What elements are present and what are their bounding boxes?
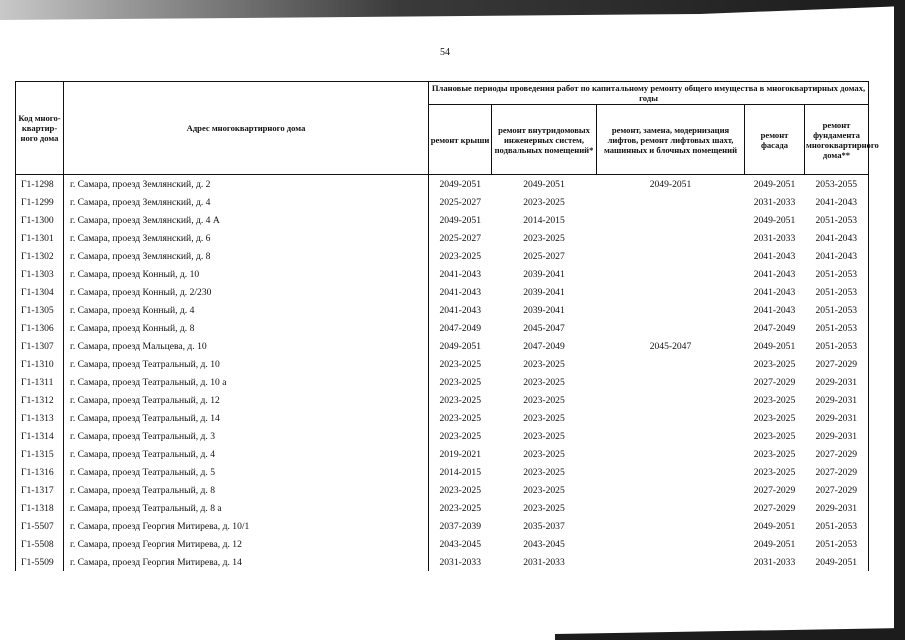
cell-code: Г1-5509 [16,553,64,571]
header-plan-periods: Плановые периоды проведения работ по капитальному ремонту общего имущества в многоквартирных домах, годы [429,82,869,105]
cell-address: г. Самара, проезд Землянский, д. 4 [64,193,429,211]
cell-engineering: 2023-2025 [523,196,565,208]
cell-foundation: 2029-2031 [805,409,869,427]
cell-engineering: 2039-2041 [523,268,565,280]
cell-code: Г1-1306 [16,319,64,337]
cell-elevators [597,391,745,409]
cell-foundation: 2051-2053 [805,337,869,355]
table-row [16,319,869,337]
table-row [16,391,869,409]
table-row [16,373,869,391]
cell-address: г. Самара, проезд Театральный, д. 3 [64,427,429,445]
cell-roof: 2023-2025 [429,427,492,445]
cell-foundation: 2029-2031 [805,499,869,517]
cell-address: г. Самара, проезд Мальцева, д. 10 [64,337,429,355]
cell-engineering: 2023-2025 [523,232,565,244]
table-row [16,175,869,194]
cell-foundation: 2041-2043 [805,247,869,265]
cell-facade: 2027-2029 [753,484,796,496]
cell-foundation: 2051-2053 [805,535,869,553]
cell-facade: 2041-2043 [753,304,796,316]
cell-facade: 2023-2025 [753,394,796,406]
cell-code: Г1-1316 [16,463,64,481]
cell-code: Г1-1301 [16,229,64,247]
cell-code: Г1-1314 [16,427,64,445]
cell-foundation: 2027-2029 [805,355,869,373]
cell-elevators [597,445,745,463]
cell-code: Г1-1318 [16,499,64,517]
cell-engineering: 2023-2025 [523,376,565,388]
cell-elevators [597,283,745,301]
cell-foundation: 2041-2043 [805,193,869,211]
cell-roof: 2023-2025 [429,409,492,427]
page-number: 54 [440,47,450,58]
cell-engineering: 2023-2025 [523,394,565,406]
cell-code: Г1-1302 [16,247,64,265]
cell-facade: 2047-2049 [753,322,796,334]
cell-roof: 2049-2051 [429,211,492,229]
cell-engineering: 2023-2025 [523,466,565,478]
cell-code: Г1-1315 [16,445,64,463]
header-address: Адрес многоквартирного дома [64,82,429,175]
cell-facade: 2049-2051 [745,175,805,194]
cell-address: г. Самара, проезд Театральный, д. 5 [64,463,429,481]
capital-repair-table [15,81,879,571]
cell-address: г. Самара, проезд Конный, д. 10 [64,265,429,283]
cell-roof: 2037-2039 [429,517,492,535]
table-row [16,481,869,499]
table-row [16,499,869,517]
cell-elevators [597,463,745,481]
cell-roof: 2041-2043 [429,283,492,301]
cell-foundation: 2049-2051 [805,553,869,571]
cell-facade: 2031-2033 [753,196,796,208]
cell-elevators [597,481,745,499]
cell-roof: 2023-2025 [429,373,492,391]
cell-elevators [597,229,745,247]
cell-roof: 2043-2045 [429,535,492,553]
cell-roof: 2025-2027 [429,229,492,247]
table-row [16,265,869,283]
cell-engineering: 2039-2041 [523,286,565,298]
cell-facade: 2049-2051 [753,340,796,352]
cell-roof: 2049-2051 [429,175,492,194]
cell-engineering: 2014-2015 [523,214,565,226]
cell-foundation: 2051-2053 [805,265,869,283]
cell-foundation: 2029-2031 [805,427,869,445]
cell-facade: 2049-2051 [753,214,796,226]
cell-elevators [597,427,745,445]
cell-engineering: 2049-2051 [492,175,597,194]
cell-code: Г1-1303 [16,265,64,283]
cell-facade: 2023-2025 [753,466,796,478]
cell-elevators: 2049-2051 [597,175,745,194]
table-row [16,229,869,247]
cell-facade: 2041-2043 [753,286,796,298]
cell-elevators [597,193,745,211]
cell-elevators [597,247,745,265]
table-row [16,301,869,319]
cell-facade: 2049-2051 [753,538,796,550]
table-row [16,517,869,535]
cell-engineering: 2025-2027 [523,250,565,262]
cell-foundation: 2027-2029 [805,445,869,463]
cell-foundation: 2051-2053 [805,517,869,535]
cell-code: Г1-1310 [16,355,64,373]
cell-foundation: 2027-2029 [805,463,869,481]
cell-roof: 2023-2025 [429,499,492,517]
cell-facade: 2023-2025 [753,358,796,370]
cell-elevators: 2045-2047 [649,340,692,352]
cell-code: Г1-5507 [16,517,64,535]
header-roof: ремонт крыши [429,105,492,175]
cell-foundation: 2053-2055 [805,175,869,194]
table-row [16,463,869,481]
table-body [16,175,869,572]
cell-facade: 2031-2033 [753,232,796,244]
cell-elevators [597,409,745,427]
cell-address: г. Самара, проезд Землянский, д. 8 [64,247,429,265]
cell-engineering: 2023-2025 [523,430,565,442]
cell-elevators [597,373,745,391]
cell-roof: 2019-2021 [429,445,492,463]
cell-roof: 2023-2025 [429,391,492,409]
cell-facade: 2041-2043 [753,250,796,262]
cell-elevators [597,301,745,319]
cell-facade: 2031-2033 [753,556,796,568]
cell-facade: 2023-2025 [753,448,796,460]
table-row [16,445,869,463]
cell-facade: 2041-2043 [753,268,796,280]
table-row [16,337,869,355]
cell-code: Г1-5508 [16,535,64,553]
cell-engineering: 2023-2025 [523,412,565,424]
cell-address: г. Самара, проезд Театральный, д. 8 а [64,499,429,517]
header-engineering: ремонт внутридомовых инженерных систем, подвальных помещений* [492,105,597,175]
cell-code: Г1-1300 [16,211,64,229]
cell-address: г. Самара, проезд Театральный, д. 14 [64,409,429,427]
cell-engineering: 2023-2025 [523,448,565,460]
cell-address: г. Самара, проезд Землянский, д. 2 [64,175,429,194]
cell-elevators [597,553,745,571]
cell-roof: 2025-2027 [429,193,492,211]
cell-roof: 2041-2043 [429,301,492,319]
table-row [16,211,869,229]
scan-border-bottom [555,628,905,640]
cell-facade: 2023-2025 [753,430,796,442]
table-row [16,193,869,211]
cell-facade: 2027-2029 [753,376,796,388]
cell-facade: 2023-2025 [753,412,796,424]
cell-facade: 2049-2051 [753,520,796,532]
header-code: Код много-квартир-ного дома [16,82,64,175]
header-foundation: ремонт фундамента многоквартирного дома** [805,105,869,175]
cell-foundation: 2041-2043 [805,229,869,247]
table-row [16,409,869,427]
cell-code: Г1-1317 [16,481,64,499]
cell-code: Г1-1311 [16,373,64,391]
cell-address: г. Самара, проезд Театральный, д. 10 а [64,373,429,391]
cell-elevators [597,517,745,535]
cell-foundation: 2051-2053 [805,283,869,301]
cell-code: Г1-1304 [16,283,64,301]
cell-elevators [597,265,745,283]
table-row [16,553,869,571]
cell-foundation: 2029-2031 [805,391,869,409]
cell-engineering: 2045-2047 [523,322,565,334]
cell-address: г. Самара, проезд Конный, д. 8 [64,319,429,337]
table-row [16,283,869,301]
cell-engineering: 2035-2037 [523,520,565,532]
cell-engineering: 2043-2045 [523,538,565,550]
cell-foundation: 2051-2053 [805,301,869,319]
cell-elevators [597,535,745,553]
cell-roof: 2049-2051 [429,337,492,355]
cell-roof: 2014-2015 [429,463,492,481]
cell-address: г. Самара, проезд Конный, д. 2/230 [64,283,429,301]
cell-foundation: 2051-2053 [805,319,869,337]
cell-roof: 2023-2025 [429,247,492,265]
cell-address: г. Самара, проезд Георгия Митирева, д. 14 [64,553,429,571]
table-row [16,355,869,373]
cell-address: г. Самара, проезд Театральный, д. 12 [64,391,429,409]
cell-engineering: 2031-2033 [523,556,565,568]
cell-address: г. Самара, проезд Театральный, д. 8 [64,481,429,499]
cell-address: г. Самара, проезд Землянский, д. 6 [64,229,429,247]
cell-roof: 2023-2025 [429,355,492,373]
cell-roof: 2023-2025 [429,481,492,499]
cell-engineering: 2023-2025 [523,484,565,496]
cell-roof: 2047-2049 [429,319,492,337]
cell-foundation: 2027-2029 [805,481,869,499]
table-header [16,82,879,175]
cell-address: г. Самара, проезд Георгия Митирева, д. 12 [64,535,429,553]
header-facade: ремонт фасада [745,105,805,175]
cell-code: Г1-1305 [16,301,64,319]
cell-roof: 2041-2043 [429,265,492,283]
cell-engineering: 2047-2049 [523,340,565,352]
scan-border-top [0,0,905,20]
cell-code: Г1-1313 [16,409,64,427]
scan-border-right [894,0,905,640]
header-elevators: ремонт, замена, модернизация лифтов, ремонт лифтовых шахт, машинных и блочных помещений [597,105,745,175]
table-row [16,247,869,265]
cell-roof: 2031-2033 [429,553,492,571]
cell-foundation: 2051-2053 [805,211,869,229]
cell-elevators [597,211,745,229]
cell-code: Г1-1298 [16,175,64,194]
table-row [16,427,869,445]
cell-address: г. Самара, проезд Конный, д. 4 [64,301,429,319]
cell-engineering: 2039-2041 [523,304,565,316]
cell-elevators [597,319,745,337]
cell-address: г. Самара, проезд Георгия Митирева, д. 10/1 [64,517,429,535]
cell-engineering: 2023-2025 [523,358,565,370]
cell-address: г. Самара, проезд Театральный, д. 10 [64,355,429,373]
cell-code: Г1-1312 [16,391,64,409]
cell-elevators [597,355,745,373]
cell-foundation: 2029-2031 [805,373,869,391]
cell-code: Г1-1307 [16,337,64,355]
cell-address: г. Самара, проезд Землянский, д. 4 А [64,211,429,229]
cell-elevators [597,499,745,517]
cell-address: г. Самара, проезд Театральный, д. 4 [64,445,429,463]
table-row [16,535,869,553]
cell-code: Г1-1299 [16,193,64,211]
cell-engineering: 2023-2025 [523,502,565,514]
cell-facade: 2027-2029 [753,502,796,514]
